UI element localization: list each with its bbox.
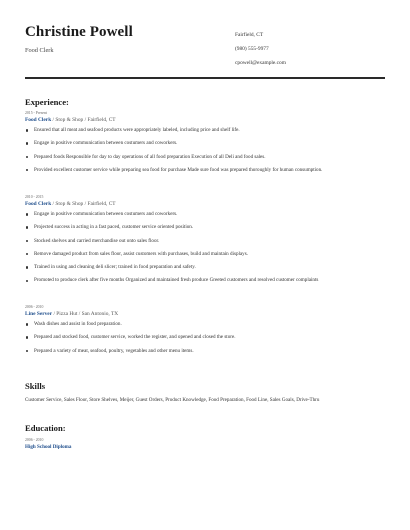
- job-details: / Stop & Shop / Fairfield, CT: [51, 201, 116, 207]
- contact-email[interactable]: cpowell@example.com: [235, 59, 286, 66]
- job-bullet: Trained in using and cleaning deli slicer; trained in food preparation and safety.: [25, 264, 387, 277]
- header-divider: [25, 77, 385, 79]
- job-title: Food Clerk: [25, 117, 52, 123]
- job-bullets: [25, 211, 387, 291]
- skills-heading: Skills: [25, 381, 46, 391]
- candidate-name: Christine Powell: [25, 24, 133, 40]
- job-bullets: [25, 321, 387, 361]
- job-bullet: Prepared a variety of meat, seafood, poultry, vegetables and other menu items.: [25, 348, 387, 361]
- job-details: / Stop & Shop / Fairfield, CT: [51, 117, 116, 123]
- job-bullets: [25, 127, 387, 180]
- job-bullet: Engage in positive communication between costumers and coworkers.: [25, 140, 387, 153]
- job-bullet: Remove damaged product from sales floor, assist customers with purchases, build and maintain displays.: [25, 251, 387, 264]
- contact-phone: (980) 555-9977: [235, 45, 269, 52]
- job-bullet: Promoted to produce clerk after five months Organized and maintained fresh produce Greeted customers and resolved customer complaints: [25, 277, 387, 290]
- candidate-role: Food Clerk: [25, 47, 54, 54]
- job-bullet: Prepared and stocked food, customer service, worked the register, and opened and closed the store.: [25, 334, 387, 347]
- contact-location: Fairfield, CT: [235, 32, 264, 38]
- job-bullet: Ensured that all meat and seafood products were appropriately labeled, including price and shelf life.: [25, 127, 387, 140]
- experience-heading: Experience:: [25, 97, 69, 107]
- job-header: [25, 311, 387, 317]
- education-degree: High School Diploma: [25, 444, 72, 450]
- job-title: Line Server: [25, 311, 53, 317]
- job-bullet: Projected success in acting in a fast paced, customer service oriented position.: [25, 224, 387, 237]
- skills-list: Customer Service, Sales Floor, Store Shelves, Meijer, Guest Orders, Product Knowledge, Food Preparation, Food Line, Sales Goals, Drive-Thru: [25, 397, 320, 403]
- job-details: / Pizza Hut / San Antonio, TX: [52, 311, 119, 317]
- job-bullet: Engage in positive communication between costumers and coworkers.: [25, 211, 387, 224]
- job-title: Food Clerk: [25, 201, 52, 207]
- job-header: [25, 117, 387, 123]
- job-bullet: Stocked shelves and carried merchandise out onto sales floor.: [25, 238, 387, 251]
- job-entry-3: [25, 305, 387, 361]
- contact-info: [235, 29, 286, 70]
- job-entry-2: [25, 195, 387, 291]
- job-bullet: Prepared foods Responsible for day to day operations of all food preparation Execution of all Deli and food sales.: [25, 154, 387, 167]
- education-entry: [25, 438, 71, 450]
- job-bullet: Wash dishes and assist in food preparation.: [25, 321, 387, 334]
- resume-header: [25, 24, 133, 54]
- job-dates: 2010 - 2015: [25, 195, 44, 199]
- education-heading: Education:: [25, 423, 66, 433]
- job-header: [25, 201, 387, 207]
- job-entry-1: [25, 111, 387, 180]
- job-bullet: Provided excellent customer service while preparing sea food for purchase Made sure food was prepared thoroughly for human consumption.: [25, 167, 387, 180]
- education-dates: 2006 - 2010: [25, 438, 44, 442]
- job-dates: 2006 - 2010: [25, 305, 44, 309]
- job-dates: 2015 - Present: [25, 111, 47, 115]
